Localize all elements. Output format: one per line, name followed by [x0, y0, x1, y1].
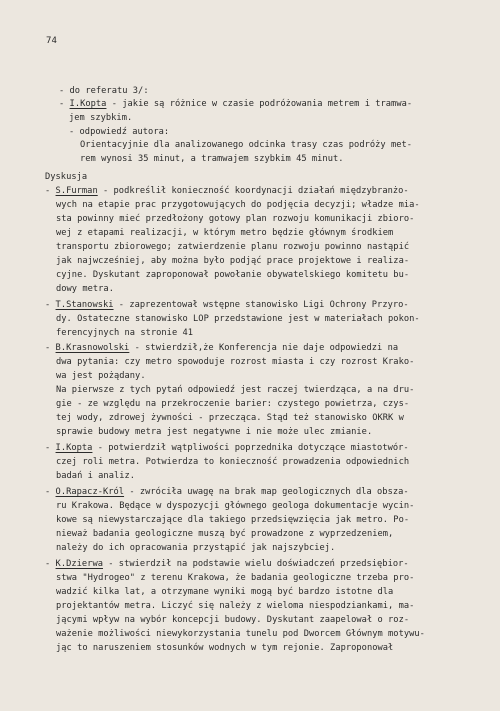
line-text: wadzić kilka lat, a otrzymane wyniki mogą być bardzo istotne dla: [56, 587, 394, 597]
line-text: Na pierwsze z tych pytań odpowiedź jest raczej twierdząca, a na dru-: [56, 385, 415, 395]
text-line: [56, 214, 414, 225]
line-text: gie - ze względu na przekroczenie barier: czystego powietrza, czys-: [56, 399, 410, 409]
line-text: kowe są niewystarczające dla takiego przedsięwzięcia jak metro. Po-: [56, 515, 410, 525]
line-text: -: [45, 487, 56, 497]
line-text: transportu zbiorowego; zatwierdzenie planu rozwoju powinno nastąpić: [56, 242, 410, 252]
line-text: stwa "Hydrogeo" z terenu Krakowa, że badania geologiczne trzeba pro-: [56, 573, 415, 583]
text-line: [56, 515, 409, 526]
line-text-rest: - potwierdził wątpliwości poprzednika dotyczące miastotwór-: [92, 443, 409, 453]
line-text: dy. Ostateczne stanowisko LOP przedstawione jest w materiałach pokon-: [56, 314, 420, 324]
speaker-name: O.Rapacz-Król: [55, 487, 125, 497]
text-line: [56, 371, 146, 382]
line-text: projektantów metra. Liczyć się należy z wieloma niespodziankami, ma-: [56, 601, 415, 611]
speaker-name: I.Kopta: [55, 443, 93, 453]
speaker-name: K.Dzierwa: [55, 559, 103, 569]
line-text-rest: - zwróciła uwagę na brak map geologicznych dla obsza-: [124, 487, 409, 497]
page-number: 74: [46, 36, 57, 46]
text-line: [56, 615, 409, 626]
text-line: [56, 270, 409, 281]
line-text: ważenie możliwości niewykorzystania tunelu pod Dworcem Głównym motywu-: [56, 629, 425, 639]
line-text-rest: - jakie są różnice w czasie podróżowania metrem i tramwa-: [106, 99, 413, 109]
line-text-rest: - stwierdził na podstawie wielu doświadczeń przedsiębior-: [102, 559, 409, 569]
line-text: -: [45, 343, 56, 353]
line-text: Dyskusja: [45, 172, 88, 182]
text-line: [56, 284, 114, 295]
line-text: sprawie budowy metra jest negatywne i nie może ulec zmianie.: [56, 427, 373, 437]
text-line: [56, 543, 335, 554]
line-text: Orientacyjnie dla analizowanego odcinka trasy czas podróży met-: [80, 140, 413, 150]
text-line: [45, 343, 398, 354]
line-text: ru Krakowa. Będące w dyspozycji głównego geologa dokumentacje wycin-: [56, 501, 415, 511]
text-line: [45, 172, 87, 183]
line-text: - odpowiedź autora:: [69, 127, 170, 137]
line-text: jak najwcześniej, aby można było podjąć prace projektowe i realiza-: [56, 256, 410, 266]
text-line: [80, 140, 412, 151]
text-line: [56, 328, 193, 339]
line-text: wych na etapie prac przygotowujących do podjęcia decyzji; władze mia-: [56, 200, 420, 210]
line-text: jąc to naruszeniem stosunków wodnych w tym rejonie. Zaproponował: [56, 643, 394, 653]
line-text: -: [45, 300, 56, 310]
text-line: [59, 86, 149, 97]
line-text: czej roli metra. Potwierdza to konieczność prowadzenia odpowiednich: [56, 457, 410, 467]
line-text: sta powinny mieć przedłożony gotowy plan rozwoju komunikacji zbioro-: [56, 214, 415, 224]
text-line: [56, 501, 414, 512]
line-text: jącymi wpływ na wybór koncepcji budowy. Dyskutant zaapelował o roz-: [56, 615, 410, 625]
line-text: -: [45, 559, 56, 569]
text-line: [56, 242, 409, 253]
text-line: [56, 357, 414, 368]
line-text-rest: - zaprezentował wstępne stanowisko Ligi Ochrony Przyro-: [113, 300, 409, 310]
text-line: [56, 587, 393, 598]
text-line: [45, 300, 409, 311]
line-text: badań i analiz.: [56, 471, 136, 481]
speaker-name: T.Stanowski: [55, 300, 114, 310]
line-text-rest: - podkreślił konieczność koordynacji działań międzybranżo-: [97, 186, 409, 196]
line-text: -: [45, 186, 56, 196]
line-text: dwa pytania: czy metro spowoduje rozrost miasta i czy rozrost Krako-: [56, 357, 415, 367]
text-line: [80, 154, 344, 165]
text-line: [56, 643, 393, 654]
line-text: cyjne. Dyskutant zaproponował powołanie obywatelskiego komitetu bu-: [56, 270, 410, 280]
text-line: [56, 601, 414, 612]
line-text: jem szybkim.: [69, 113, 133, 123]
text-line: [69, 113, 132, 124]
text-line: [56, 256, 409, 267]
text-line: [45, 487, 409, 498]
line-text: dowy metra.: [56, 284, 114, 294]
text-line: [59, 99, 412, 110]
line-text: nieważ badania geologiczne muszą być prowadzone z wyprzedzeniem,: [56, 529, 394, 539]
text-line: [56, 529, 393, 540]
text-line: [56, 629, 425, 640]
text-line: [56, 457, 409, 468]
text-line: [56, 228, 393, 239]
line-text: należy do ich opracowania przystąpić jak najszybciej.: [56, 543, 336, 553]
line-text: wej z etapami realizacji, w którym metro będzie głównym środkiem: [56, 228, 394, 238]
text-line: [56, 573, 414, 584]
text-line: [56, 399, 409, 410]
line-text: wa jest pożądany.: [56, 371, 146, 381]
line-text: -: [45, 443, 56, 453]
line-text: ferencyjnych na stronie 41: [56, 328, 194, 338]
speaker-name: B.Krasnowolski: [55, 343, 130, 353]
text-line: [56, 385, 414, 396]
line-text: -: [59, 99, 70, 109]
speaker-name: I.Kopta: [69, 99, 107, 109]
line-text: rem wynosi 35 minut, a tramwajem szybkim 45 minut.: [80, 154, 344, 164]
text-line: [56, 471, 135, 482]
text-line: [56, 314, 420, 325]
text-line: [56, 413, 404, 424]
text-line: [56, 200, 420, 211]
line-text: - do referatu 3/:: [59, 86, 149, 96]
text-line: [45, 559, 409, 570]
text-line: [69, 127, 169, 138]
text-line: [45, 443, 409, 454]
text-line: [45, 186, 409, 197]
text-line: [56, 427, 372, 438]
line-text: tej wody, zdrowej żywności - przecząca. Stąd też stanowisko OKRK w: [56, 413, 404, 423]
line-text-rest: - stwierdził,że Konferencja nie daje odpowiedzi na: [129, 343, 399, 353]
speaker-name: S.Furman: [55, 186, 98, 196]
